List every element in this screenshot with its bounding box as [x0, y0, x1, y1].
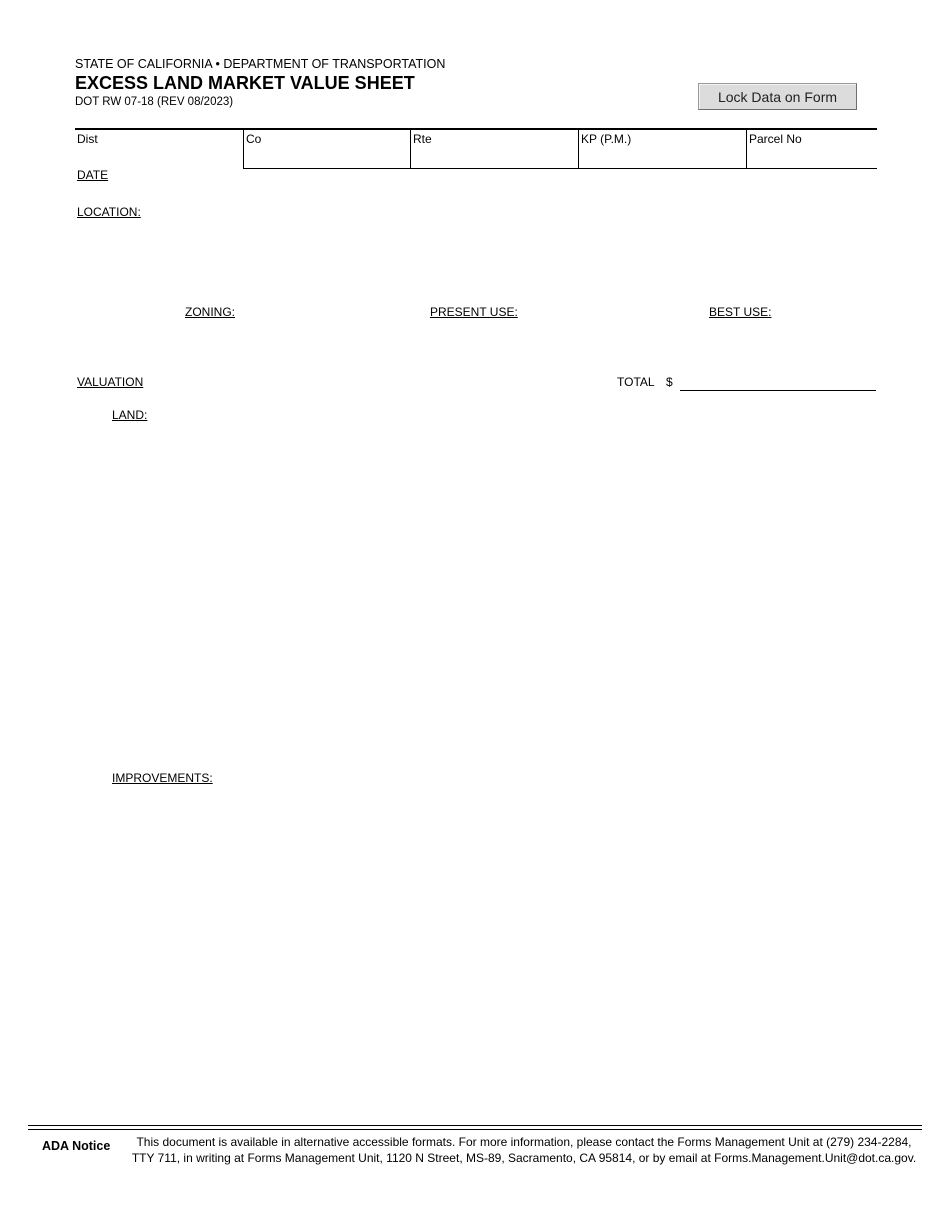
dist-label: Dist	[77, 132, 98, 146]
county-field[interactable]	[243, 130, 411, 169]
present-use-label: PRESENT USE:	[430, 305, 518, 319]
total-input-line[interactable]	[680, 390, 876, 391]
parcel-id-row	[75, 128, 877, 169]
land-label: LAND:	[112, 408, 148, 422]
valuation-label: VALUATION	[77, 375, 144, 389]
ada-notice-text	[126, 1134, 922, 1166]
ada-notice-line-2: TTY 711, in writing at Forms Management Unit, 1120 N Street, MS-89, Sacramento, CA 95814, or by email at Forms.Management.Unit@dot.ca.gov.	[131, 1151, 917, 1165]
lock-data-button[interactable]: Lock Data on Form	[698, 83, 857, 110]
total-label: TOTAL	[617, 375, 655, 389]
dist-field[interactable]	[75, 130, 243, 169]
route-field[interactable]	[410, 130, 578, 169]
parcel-no-field[interactable]	[746, 130, 877, 169]
best-use-label: BEST USE:	[709, 305, 772, 319]
zoning-label: ZONING:	[185, 305, 235, 319]
kp-pm-field[interactable]	[578, 130, 746, 169]
improvements-label: IMPROVEMENTS:	[112, 771, 213, 785]
form-title: EXCESS LAND MARKET VALUE SHEET	[75, 73, 415, 93]
currency-symbol: $	[666, 375, 673, 389]
route-label: Rte	[413, 132, 432, 146]
kp-pm-label: KP (P.M.)	[581, 132, 632, 146]
form-number: DOT RW 07-18 (REV 08/2023)	[75, 96, 234, 108]
agency-name: STATE OF CALIFORNIA • DEPARTMENT OF TRANSPORTATION	[75, 57, 446, 71]
county-label: Co	[246, 132, 262, 146]
location-label: LOCATION:	[77, 205, 141, 219]
footer-divider-top	[28, 1125, 922, 1126]
ada-notice-label: ADA Notice	[42, 1139, 111, 1153]
ada-notice-line-1: This document is available in alternative accessible formats. For more information, please contact the Forms Management Unit at (279) 234-2284,	[136, 1135, 912, 1149]
footer-divider-bottom	[28, 1129, 922, 1130]
date-label: DATE	[77, 168, 109, 182]
parcel-no-label: Parcel No	[749, 132, 802, 146]
